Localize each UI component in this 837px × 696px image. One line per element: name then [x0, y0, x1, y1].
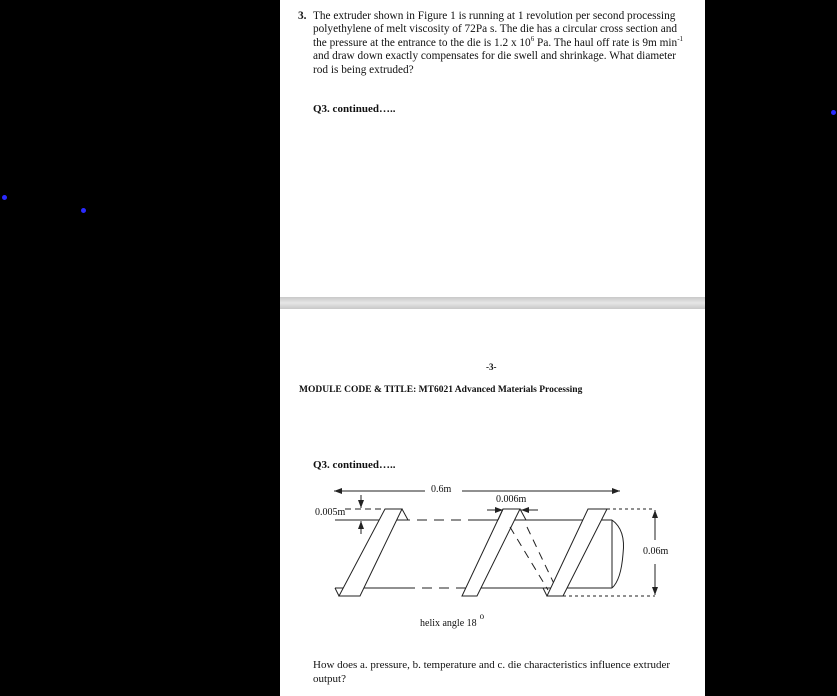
question-text: How does a. pressure, b. temperature and c. die characteristics influence extruder output? [313, 659, 671, 685]
helix-angle-label: helix angle 18o [420, 611, 485, 629]
length-label: 0.6m [431, 484, 452, 495]
flight [547, 509, 607, 596]
diameter-label: 0.06m [643, 546, 669, 557]
flight [462, 509, 520, 596]
flight-depth-label: 0.005m [315, 507, 346, 518]
question-text: The extruder shown in Figure 1 is running at 1 revolution per second processing polyethylene of melt viscosity of 72Pa s. The die has a circular cross section and the pressure at the entrance to the die is 1.2 x $10^6$ Pa. The haul off rate is 9m $\min^{-1}$ and draw down exactly compensates for die swell and shrinkage. What diameter rod is being extruded? [313, 10, 684, 76]
continued-heading: Q3. continued….. [313, 459, 396, 471]
flight-width-label: 0.006m [496, 494, 527, 505]
screw-tip [612, 520, 624, 588]
continued-heading: Q3. continued….. [313, 103, 396, 115]
hidden-flight [510, 527, 557, 590]
question-number: 3. [298, 10, 307, 22]
page-number: -3- [486, 362, 497, 372]
module-title: MODULE CODE & TITLE: MT6021 Advanced Materials Processing [299, 385, 583, 395]
flight [339, 509, 402, 596]
